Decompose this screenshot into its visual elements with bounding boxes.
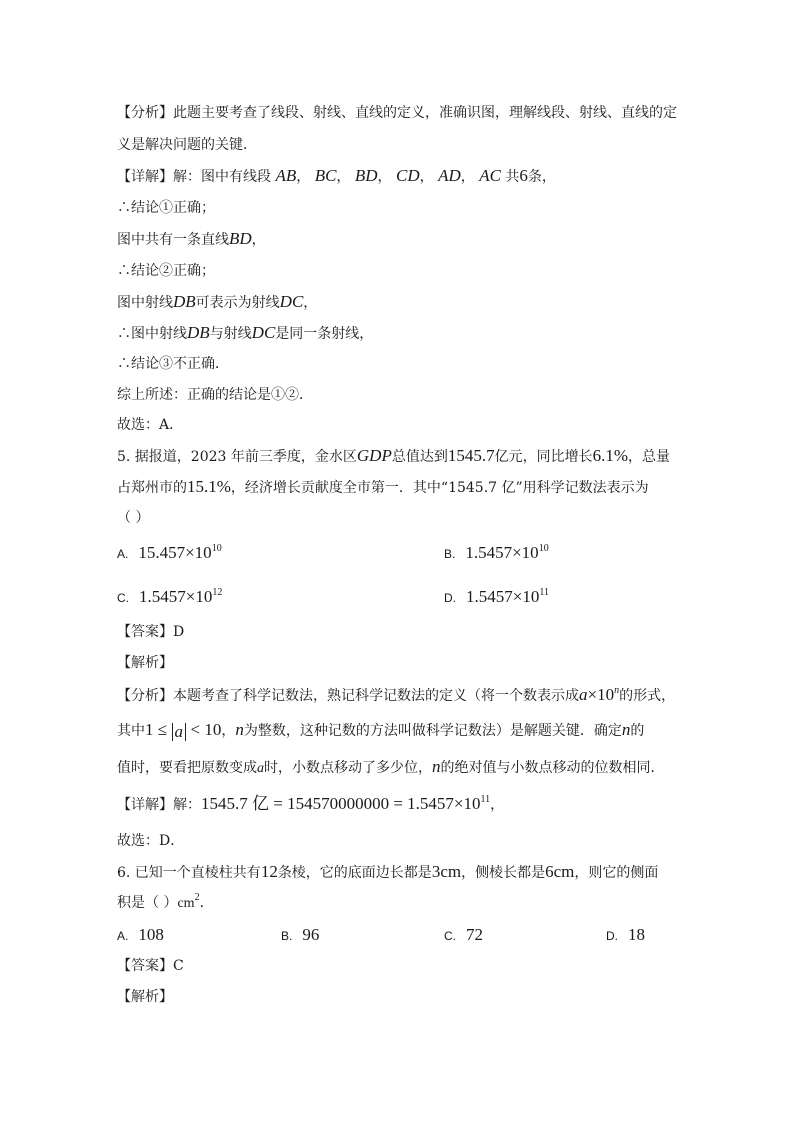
text: ∴结论②正确； bbox=[117, 263, 215, 279]
math-var: DB bbox=[187, 323, 210, 342]
detail-line bbox=[117, 794, 504, 817]
text: 6. 已知一个直棱柱共有 bbox=[117, 865, 261, 881]
math-var: BD bbox=[229, 229, 252, 248]
math-var: n bbox=[432, 757, 441, 776]
math-num: 6.1% bbox=[592, 446, 629, 465]
text: 是同一条射线， bbox=[275, 326, 374, 342]
text: ∴结论③不正确． bbox=[117, 356, 229, 372]
text: 【详解】解：图中有线段 bbox=[117, 169, 271, 185]
text: （ ） bbox=[117, 510, 150, 526]
text: ， bbox=[221, 723, 236, 739]
option-value: 1.5457×10 bbox=[466, 587, 540, 606]
jiexi-line bbox=[117, 987, 173, 1007]
math-var: AD bbox=[438, 166, 461, 185]
text: 时，小数点移动了多少位， bbox=[264, 760, 432, 776]
option-label: C. bbox=[117, 591, 129, 605]
math-unit: cm bbox=[177, 896, 195, 911]
text: ， bbox=[419, 169, 434, 185]
option-b bbox=[444, 542, 549, 567]
option-label: D. bbox=[606, 929, 618, 943]
text: ， bbox=[251, 232, 266, 248]
text: 的形式， bbox=[619, 688, 676, 704]
option-d bbox=[444, 586, 549, 611]
text: 【答案】C bbox=[117, 958, 184, 974]
answer-line bbox=[117, 622, 184, 642]
exponent: 10 bbox=[538, 543, 549, 554]
exponent: 11 bbox=[539, 587, 549, 598]
text: 故选：D． bbox=[117, 833, 185, 849]
text: 【解析】 bbox=[117, 989, 173, 1005]
text: 共 bbox=[505, 169, 520, 185]
exponent: 10 bbox=[211, 543, 222, 554]
text: ∴结论①正确； bbox=[117, 200, 215, 216]
summary-line bbox=[117, 385, 313, 405]
math-var: DC bbox=[251, 323, 276, 342]
option-d bbox=[606, 924, 645, 947]
text: 【解析】 bbox=[117, 655, 173, 671]
math-num: 3cm bbox=[431, 862, 462, 881]
conclusion-line bbox=[117, 261, 215, 281]
math-var: a bbox=[579, 685, 588, 704]
answer-line bbox=[117, 956, 184, 976]
text: 条， bbox=[527, 169, 556, 185]
text: ． bbox=[199, 895, 214, 911]
math-var: CD bbox=[396, 166, 420, 185]
question-5-line bbox=[117, 477, 649, 498]
text-line bbox=[117, 292, 317, 313]
text: 图中共有一条直线 bbox=[117, 232, 229, 248]
text: ，总量 bbox=[628, 449, 671, 465]
text: ， bbox=[303, 295, 318, 311]
option-label: D. bbox=[444, 591, 456, 605]
option-value: 1.5457×10 bbox=[465, 543, 539, 562]
option-c bbox=[444, 924, 483, 947]
text: 值时，要看把原数变成 bbox=[117, 760, 257, 776]
math-var: n bbox=[621, 720, 631, 739]
text: 的绝对值与小数点移动的位数相同． bbox=[440, 760, 665, 776]
text: 【答案】D bbox=[117, 624, 185, 640]
text: 可表示为射线 bbox=[195, 295, 280, 311]
text: 占郑州市的 bbox=[117, 480, 187, 496]
text: ， bbox=[490, 797, 505, 813]
exponent: 2 bbox=[194, 892, 200, 903]
text: 积是（ ） bbox=[117, 895, 178, 911]
math-var: n bbox=[235, 720, 244, 739]
text: ，则它的侧面 bbox=[574, 865, 659, 881]
math-var: DC bbox=[279, 292, 304, 311]
exponent: 11 bbox=[480, 794, 491, 805]
question-6-line bbox=[117, 893, 214, 915]
math-num: < 10 bbox=[190, 720, 222, 739]
option-value: 15.457×10 bbox=[138, 543, 212, 562]
text: 的 bbox=[630, 723, 645, 739]
text: ， bbox=[336, 169, 351, 185]
math-num: 15.1% bbox=[187, 477, 231, 496]
option-a bbox=[117, 924, 164, 947]
text: 【分析】此题主要考查了线段、射线、直线的定义，准确识图，理解线段、射线、直线的定 bbox=[117, 105, 677, 121]
conclusion-line bbox=[117, 354, 229, 374]
exponent: 12 bbox=[212, 587, 223, 598]
math-var: a bbox=[257, 761, 264, 776]
analysis-line bbox=[117, 757, 665, 779]
text: ， bbox=[296, 169, 311, 185]
math-num: 1545.7 bbox=[447, 446, 495, 465]
option-value: 108 bbox=[138, 925, 164, 944]
text: ，侧棱长都是 bbox=[461, 865, 546, 881]
option-c bbox=[117, 586, 222, 611]
answer-paren bbox=[117, 508, 149, 528]
option-b bbox=[281, 924, 319, 947]
math-num: 6 bbox=[519, 166, 528, 185]
math-num: 12 bbox=[260, 862, 278, 881]
math-expression: 1545.7 亿 = 154570000000 = 1.5457×10 bbox=[201, 794, 481, 813]
text: 条棱，它的底面边长都是 bbox=[277, 865, 432, 881]
option-label: A. bbox=[117, 547, 129, 561]
text: 故选：A． bbox=[117, 417, 184, 433]
detail-line bbox=[117, 166, 556, 187]
option-a bbox=[117, 542, 222, 567]
math-var: BC bbox=[314, 166, 337, 185]
analysis-line bbox=[117, 720, 644, 741]
text: ，经济增长贡献度全市第一．其中“1545.7 亿”用科学记数法表示为 bbox=[230, 480, 649, 496]
math-var: AB bbox=[275, 166, 297, 185]
exponent: n bbox=[614, 685, 620, 696]
option-value: 72 bbox=[466, 925, 483, 944]
option-label: B. bbox=[444, 547, 456, 561]
jiexi-line bbox=[117, 653, 173, 673]
analysis-line bbox=[117, 685, 675, 708]
choice-line bbox=[117, 831, 184, 851]
math-num: 6cm bbox=[545, 862, 575, 881]
text: 义是解决问题的关键． bbox=[117, 137, 257, 153]
text: ， bbox=[377, 169, 392, 185]
abs-value bbox=[172, 723, 187, 741]
option-value: 1.5457×10 bbox=[139, 587, 213, 606]
math-num: ×10 bbox=[587, 685, 615, 704]
text: ∴图中射线 bbox=[117, 326, 187, 342]
text-line bbox=[117, 229, 266, 250]
math-var: DB bbox=[173, 292, 196, 311]
text: 为整数，这种记数的方法叫做科学记数法）是解题关键．确定 bbox=[243, 723, 622, 739]
text: 总值达到 bbox=[391, 449, 448, 465]
question-5-line bbox=[117, 446, 670, 467]
analysis-line bbox=[117, 103, 677, 123]
text: 其中 bbox=[117, 723, 145, 739]
text: 综上所述：正确的结论是①②． bbox=[117, 387, 313, 403]
math-num: 1 ≤ bbox=[145, 720, 168, 739]
text: 5. 据报道，2023 年前三季度，金水区 bbox=[117, 449, 357, 465]
text: 【分析】本题考查了科学记数法，熟记科学记数法的定义（将一个数表示成 bbox=[117, 688, 579, 704]
text: 亿元，同比增长 bbox=[494, 449, 593, 465]
math-var: a bbox=[174, 722, 184, 741]
conclusion-line bbox=[117, 198, 215, 218]
text: ， bbox=[460, 169, 475, 185]
text: 与射线 bbox=[209, 326, 252, 342]
text-line bbox=[117, 323, 373, 344]
math-var: BD bbox=[354, 166, 378, 185]
text: 图中射线 bbox=[117, 295, 173, 311]
analysis-line bbox=[117, 135, 257, 155]
option-label: C. bbox=[444, 929, 456, 943]
choice-line bbox=[117, 415, 183, 435]
option-label: A. bbox=[117, 929, 129, 943]
text: 【详解】解： bbox=[117, 797, 201, 813]
math-var: AC bbox=[479, 166, 501, 185]
option-value: 96 bbox=[302, 925, 320, 944]
option-value: 18 bbox=[628, 925, 645, 944]
question-6-line bbox=[117, 862, 658, 883]
option-label: B. bbox=[281, 929, 293, 943]
math-var: GDP bbox=[356, 446, 392, 465]
